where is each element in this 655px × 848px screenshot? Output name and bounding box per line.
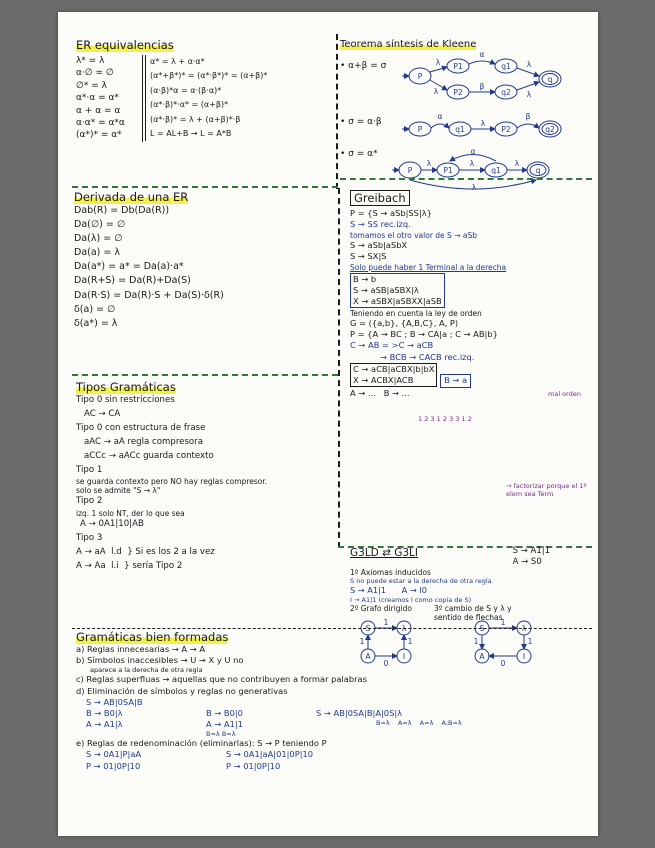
er-right-line: (α*+β*)* = (α*·β*)* = (α+β)* — [150, 71, 268, 81]
g3-edge-label: 0 — [383, 659, 389, 668]
g3-line: S → A1|1 A → I0 — [350, 585, 427, 595]
greibach-line: P = {S → aSb|SS|λ} — [350, 208, 432, 218]
derivada-line: Da(a*) = a* = Da(a)·a* — [74, 261, 184, 273]
bien-sub: B=λ — [376, 719, 390, 728]
kleene-row: • σ = α·β — [340, 117, 382, 127]
tipos-line: aAC → aA regla compresora — [84, 436, 203, 447]
derivada-section — [74, 190, 336, 331]
er-left-line: ∅* = λ — [76, 80, 107, 91]
greibach-factor-box — [350, 363, 437, 387]
greibach-line: G = ({a,b}, {A,B,C}, A, P) — [350, 317, 459, 328]
kleene-label: β — [525, 112, 531, 121]
kleene-label: λ — [471, 183, 477, 192]
g3-edge-label: 1 — [527, 637, 533, 646]
derivada-line: Da(R·S) = Da(R)·S + Da(S)·δ(R) — [74, 289, 224, 301]
greibach-rule: S → aSB|aSBX|λ — [353, 284, 419, 295]
greibach-note: → factorizar porque el 1º elem sea Term — [506, 482, 587, 498]
bien-rule: A → A1|1 — [206, 719, 243, 730]
tipos-line: Tipo 0 sin restricciones — [76, 395, 175, 405]
g3-node: λ — [521, 624, 527, 633]
greibach-order-nums: 1 2 3 1 2 3 3 1 2 — [418, 415, 472, 423]
bien-line: c) Reglas superfluas → aquellas que no contribuyen a formar palabras — [76, 674, 367, 685]
greibach-ba: B → a — [440, 374, 471, 387]
tipos-line: A → 0A1|10|AB — [80, 519, 144, 530]
greibach-rule: B → b — [353, 273, 377, 284]
bien-rule: P → 01|0P|10 — [226, 760, 281, 771]
tipos-line: A → Aa l.i } sería Tipo 2 — [76, 561, 183, 572]
greibach-section — [350, 190, 590, 498]
greibach-rule: X → aSBX|aSBXX|aSB — [353, 295, 442, 306]
greibach-line: Solo puede haber 1 Terminal a la derecha — [350, 262, 507, 272]
er-left-line: λ* = λ — [76, 56, 105, 66]
kleene-label: λ — [480, 119, 486, 128]
kleene-label: λ — [526, 60, 532, 69]
er-section — [76, 38, 346, 142]
kleene-title: Teorema síntesis de Kleene — [340, 39, 477, 50]
g3-edge-label: 1 — [359, 637, 365, 646]
bien-sub: A:B=λ — [441, 719, 462, 728]
bien-line: d) Eliminación de símbolos y reglas no generativas — [76, 685, 288, 696]
tipos-section — [76, 380, 338, 574]
g3-edge-label: 1 — [407, 637, 413, 646]
kleene-node: q2 — [545, 125, 555, 134]
g3-edge-label: 1 — [500, 618, 506, 627]
kleene-node: P — [407, 166, 413, 175]
er-title: ER equivalencias — [76, 38, 174, 52]
g3-line: 3º cambio de S y λ y sentido de flechas — [434, 604, 512, 622]
g3-section — [350, 546, 590, 622]
kleene-label: α — [470, 147, 476, 156]
greibach-line: S → SS rec.izq. — [350, 219, 411, 230]
er-left-line: α·α* = α*α — [76, 118, 125, 129]
kleene-label: λ — [526, 90, 532, 99]
er-right-line: (α*·β)* = λ + (α+β)*·β — [150, 114, 241, 124]
er-right-line: (α·β)*α = α·(β·α)* — [150, 85, 222, 95]
er-right-line: L = AL+B → L = A*B — [150, 129, 232, 139]
divider — [72, 374, 338, 376]
er-left-line: α + α = α — [76, 105, 121, 116]
divider — [340, 178, 592, 180]
er-right-line: (α*·β)*·α* = (α+β)* — [150, 100, 229, 110]
g3-node: I — [402, 652, 406, 661]
bien-rule: S → 0A1|P|aA — [86, 749, 142, 760]
greibach-line: P = {A → BC ; B → CA|a ; C → AB|b} — [350, 329, 498, 340]
derivada-line: Da(∅) = ∅ — [74, 219, 126, 231]
bien-rule: S → AB|0SA|B — [86, 696, 143, 707]
bien-line: a) Reglas innecesarias → A → A — [76, 644, 205, 654]
greibach-mal-orden: mal orden — [548, 390, 581, 398]
derivada-line: Da(λ) = ∅ — [74, 233, 123, 245]
er-left-line: (α*)* = α* — [76, 130, 122, 141]
greibach-title: Greibach — [350, 190, 410, 206]
tipos-line: Tipo 3 — [76, 533, 103, 544]
g3-edge-label: 0 — [500, 659, 506, 668]
kleene-node: P — [417, 125, 423, 134]
kleene-node: P2 — [453, 88, 463, 97]
derivada-line: Dab(R) = Db(Da(R)) — [74, 205, 170, 216]
er-left-line: α·∅ = ∅ — [76, 68, 114, 79]
kleene-diagrams — [388, 52, 593, 192]
tipos-line: aCCc → aACc guarda contexto — [84, 450, 214, 461]
g3-node: I — [522, 652, 526, 661]
derivada-title: Derivada de una ER — [74, 190, 189, 204]
er-right-line: α* = λ + α·α* — [150, 57, 205, 66]
g3-line: 1º Axiomas inducidos — [350, 568, 431, 577]
kleene-node: q — [535, 166, 541, 175]
derivada-line: Da(R+S) = Da(R)+Da(S) — [74, 275, 191, 287]
kleene-node: q1 — [501, 62, 511, 71]
kleene-row: • σ = α* — [340, 149, 378, 159]
greibach-line: S → aSb|aSbX — [350, 239, 408, 250]
greibach-result-box — [350, 273, 445, 308]
kleene-node: q — [547, 75, 553, 84]
kleene-label: λ — [514, 159, 520, 168]
tipos-line: A → aA l.d } Si es los 2 a la vez — [76, 547, 215, 558]
greibach-line: tomamos el otro valor de S → aSb — [350, 230, 477, 240]
g3-title: G3LD ⇄ G3LI — [350, 547, 418, 559]
g3-edge-label: 1 — [473, 637, 479, 646]
kleene-node: q1 — [491, 166, 501, 175]
tipos-title: Tipos Gramáticas — [76, 380, 176, 394]
bien-sub: B=λ — [221, 730, 236, 739]
bien-rule: S → 0A1|aA|01|0P|10 — [226, 749, 314, 760]
bien-line: b) Símbolos inaccesibles → U → X y U no — [76, 655, 244, 666]
divider — [338, 188, 340, 548]
tipos-line: Tipo 2 — [76, 496, 103, 507]
kleene-label: β — [479, 82, 485, 91]
kleene-label: λ — [433, 87, 439, 96]
greibach-line: S → SX|S — [350, 251, 387, 262]
g3-rule: S → A1|1 — [512, 546, 550, 556]
bien-rule: B → B0|0 — [206, 707, 243, 718]
tipos-line: se guarda contexto pero NO hay reglas compresor. — [76, 477, 268, 487]
bien-section — [76, 630, 586, 772]
derivada-line: δ(a) = ∅ — [74, 303, 116, 315]
derivada-line: δ(a*) = λ — [74, 317, 118, 329]
kleene-node: q1 — [455, 125, 465, 134]
er-left-line: α*·α = α* — [76, 93, 119, 104]
bien-line: e) Reglas de redenominación (eliminarlas): S → P teniendo P — [76, 738, 327, 749]
bien-rule: P → 01|0P|10 — [86, 760, 141, 771]
kleene-node: P1 — [453, 62, 463, 71]
bien-line: aparece a la derecha de otra regla — [90, 666, 203, 675]
tipos-line: solo se admite "S → λ" — [76, 486, 161, 496]
kleene-label: α — [437, 112, 443, 121]
bien-sub: A=λ — [397, 719, 412, 728]
divider — [72, 628, 592, 629]
g3-line: S no puede estar a la derecha de otra regla — [350, 577, 492, 585]
g3-node: S — [365, 624, 371, 633]
tipos-line: AC → CA — [84, 408, 121, 419]
tipos-line: izq. 1 solo NT, der lo que sea — [76, 509, 185, 519]
g3-node: A — [365, 652, 371, 661]
g3-line: I → A1|1 (creamos I como copia de S) — [350, 596, 472, 604]
greibach-rule: X → ACBX|ACB — [353, 375, 414, 386]
divider — [336, 34, 338, 189]
greibach-rule: C → aCB|aCBX|b|bX — [353, 364, 435, 375]
kleene-node: P2 — [501, 125, 511, 134]
notes-page — [58, 12, 598, 836]
greibach-dots: A → ... B → ... — [350, 387, 410, 398]
tipos-line: Tipo 0 con estructura de frase — [76, 422, 206, 433]
kleene-label: α — [479, 52, 485, 59]
derivada-line: Da(a) = λ — [74, 247, 120, 259]
g3-edge-label: 1 — [383, 618, 389, 627]
g3-node: S — [479, 624, 485, 633]
kleene-label: λ — [426, 159, 432, 168]
g3-node: λ — [401, 624, 407, 633]
bien-rule: S → AB|0SA|B|A|0S|λ — [316, 707, 403, 718]
kleene-label: λ — [435, 58, 441, 67]
kleene-node: P — [417, 72, 423, 81]
bien-title: Gramáticas bien formadas — [76, 630, 229, 644]
bien-rule: A → A1|λ — [86, 719, 123, 730]
kleene-node: q2 — [501, 88, 511, 97]
kleene-node: P1 — [443, 166, 453, 175]
bien-sub: A=λ — [419, 719, 434, 728]
g3-line: 2º Grafo dirigido — [350, 604, 412, 613]
greibach-line: → BCB → CACB rec.izq. — [380, 351, 475, 362]
divider — [72, 186, 338, 188]
kleene-row: • α+β = σ — [340, 61, 387, 71]
kleene-label: λ — [469, 159, 475, 168]
greibach-line: Teniendo en cuenta la ley de orden — [350, 308, 482, 318]
g3-rule: A → S0 — [512, 557, 542, 567]
bien-rule: B → B0|λ — [86, 708, 123, 719]
greibach-line: C → AB = >C → aCB — [350, 340, 434, 351]
g3-node: A — [479, 652, 485, 661]
tipos-line: Tipo 1 — [76, 464, 103, 475]
bien-sub: B=λ — [206, 730, 220, 739]
